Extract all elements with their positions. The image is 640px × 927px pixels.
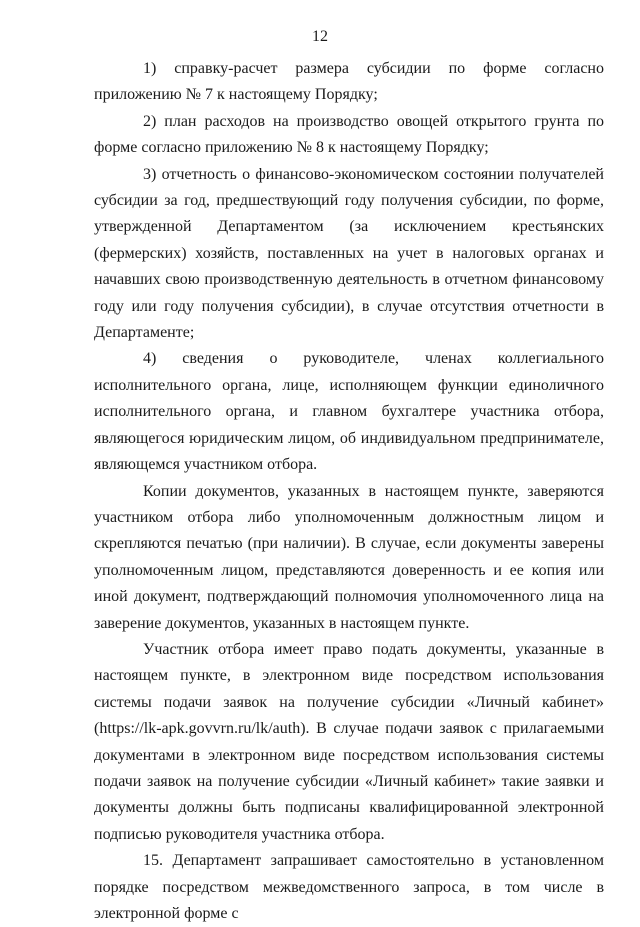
page-number: 12	[312, 28, 328, 45]
paragraph-item-3: 3) отчетность о финансово-экономическом состоянии получателей субсидии за год, предшествующий году получения субсидии, по форме, утвержденной Департаментом (за исключением крестьянских (фермерских) хозяйств, поставленных на учет в налоговых органах и начавших свою производственную деятельность в отчетном финансовому году или году получения субсидии), в случае отсутствия отчетности в Департаменте;	[94, 165, 604, 342]
paragraph-clause-15: 15. Департамент запрашивает самостоятельно в установленном порядке посредством межведомственного запроса, в том числе в электронной форме с	[94, 852, 604, 922]
paragraph-item-4: 4) сведения о руководителе, членах коллегиального исполнительного органа, лице, исполняющем функции единоличного исполнительного органа, и главном бухгалтере участника отбора, являющегося юридическим лицом, об индивидуальном предпринимателе, являющемся участником отбора.	[94, 350, 604, 474]
paragraph-item-1: 1) справку-расчет размера субсидии по форме согласно приложению № 7 к настоящему Порядку;	[94, 60, 604, 104]
document-body	[94, 56, 604, 927]
paragraph-item-2: 2) план расходов на производство овощей открытого грунта по форме согласно приложению № 8 к настоящему Порядку;	[94, 112, 604, 157]
paragraph-electronic-submission: Участник отбора имеет право подать документы, указанные в настоящем пункте, в электронном виде посредством использования системы подачи заявок на получение субсидии «Личный кабинет» (https://lk-apk.govvrn.ru/lk/auth). В случае подачи заявок с прилагаемыми документами в электронном виде посредством использования системы подачи заявок на получение субсидии «Личный кабинет» такие заявки и документы должны быть подписаны квалифицированной электронной подписью руководителя участника отбора.	[94, 640, 604, 843]
paragraph-copies: Копии документов, указанных в настоящем пункте, заверяются участником отбора либо уполномоченным должностным лицом и скрепляются печатью (при наличии). В случае, если документы заверены уполномоченным лицом, представляются доверенность и ее копия или иной документ, подтверждающий полномочия уполномоченного лица на заверение документов, указанных в настоящем пункте.	[94, 482, 604, 632]
